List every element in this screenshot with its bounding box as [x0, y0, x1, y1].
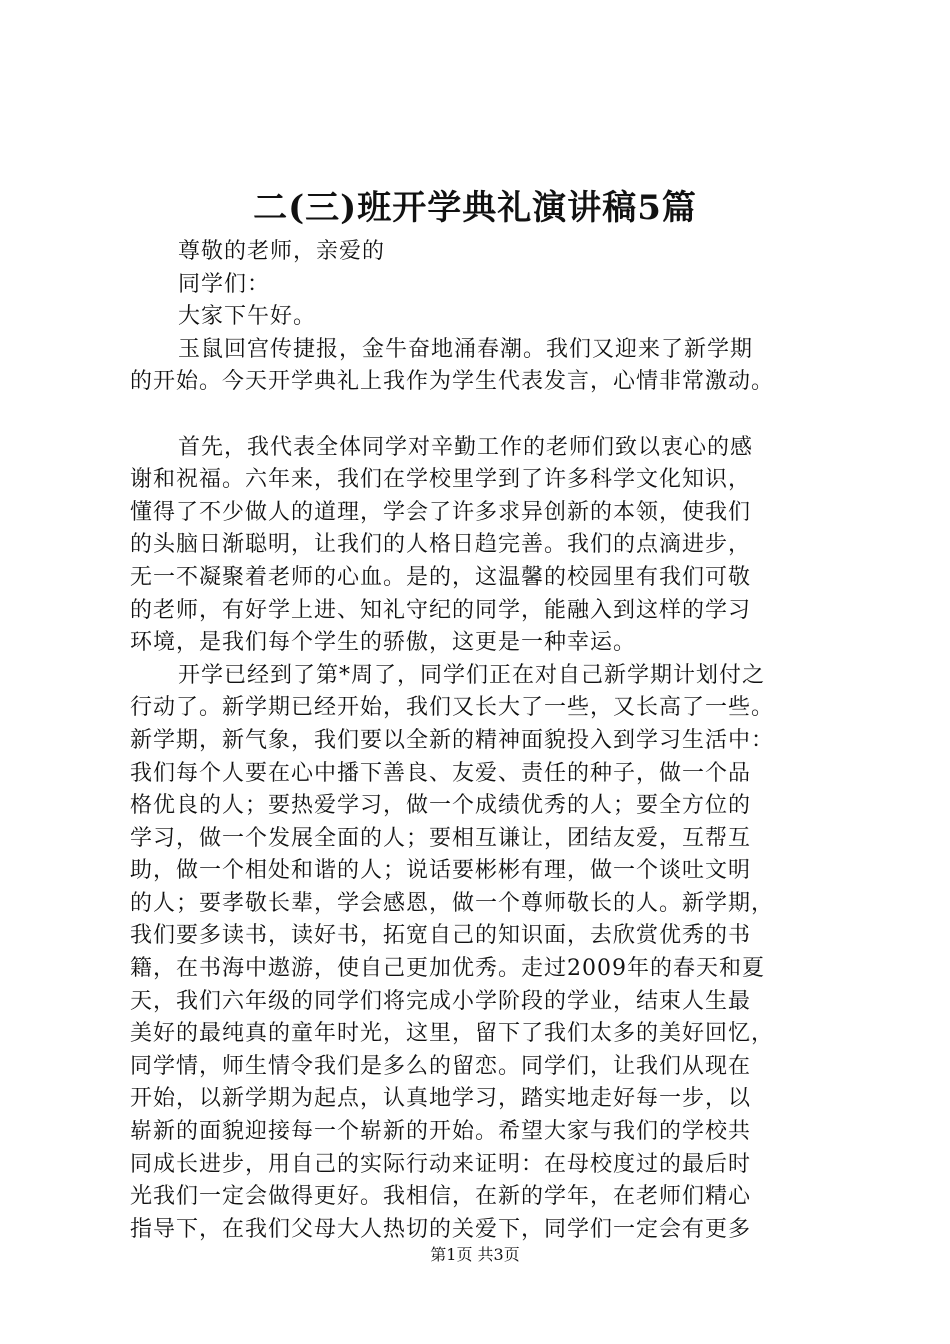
paragraph-line: 同学情，师生情令我们是多么的留恋。同学们，让我们从现在: [130, 1053, 752, 1079]
paragraph-line: 我们每个人要在心中播下善良、友爱、责任的种子，做一个品: [130, 760, 752, 786]
paragraph-line: 无一不凝聚着老师的心血。是的，这温馨的校园里有我们可敬: [130, 564, 752, 590]
page-footer: 第1页 共3页: [430, 1245, 520, 1264]
paragraph-line: 我们要多读书，读好书，拓宽自己的知识面，去欣赏优秀的书: [130, 923, 752, 949]
paragraph-line: 美好的最纯真的童年时光，这里，留下了我们太多的美好回忆，: [130, 1021, 775, 1047]
paragraph-line: 籍，在书海中遨游，使自己更加优秀。走过2009年的春天和夏: [130, 956, 765, 982]
paragraph-line: 格优良的人；要热爱学习，做一个成绩优秀的人；要全方位的: [130, 793, 752, 819]
salutation-line: 尊敬的老师，亲爱的: [178, 239, 386, 264]
paragraph-spacer: [130, 399, 840, 432]
greeting-line: 大家下午好。: [178, 304, 317, 330]
paragraph-line: 的人；要孝敬长辈，学会感恩，做一个尊师敬长的人。新学期，: [130, 890, 775, 916]
paragraph-line: 学习，做一个发展全面的人；要相互谦让，团结友爱，互帮互: [130, 825, 752, 851]
paragraph-line: 新学期，新气象，我们要以全新的精神面貌投入到学习生活中：: [130, 727, 775, 753]
document-body: [130, 236, 840, 1246]
paragraph-line: 的开始。今天开学典礼上我作为学生代表发言，心情非常激动。: [130, 369, 775, 395]
paragraph-line: 开始，以新学期为起点，认真地学习，踏实地走好每一步，以: [130, 1086, 752, 1112]
paragraph-line: 光我们一定会做得更好。我相信，在新的学年，在老师们精心: [130, 1184, 752, 1210]
paragraph-line: 懂得了不少做人的道理，学会了许多求异创新的本领，使我们: [130, 499, 752, 525]
document-title: 二(三)班开学典礼演讲稿5篇: [253, 188, 697, 228]
paragraph-line: 环境，是我们每个学生的骄傲，这更是一种幸运。: [130, 630, 637, 656]
paragraph-line: 的老师，有好学上进、知礼守纪的同学，能融入到这样的学习: [130, 597, 752, 623]
paragraph-line: 首先，我代表全体同学对辛勤工作的老师们致以衷心的感: [178, 434, 754, 460]
paragraph-line: 天，我们六年级的同学们将完成小学阶段的学业，结束人生最: [130, 988, 752, 1014]
paragraph-line: 开学已经到了第*周了，同学们正在对自己新学期计划付之: [178, 662, 766, 688]
paragraph-line: 指导下，在我们父母大人热切的关爱下，同学们一定会有更多: [130, 1216, 752, 1242]
paragraph-line: 同成长进步，用自己的实际行动来证明：在母校度过的最后时: [130, 1151, 752, 1177]
paragraph-line: 谢和祝福。六年来，我们在学校里学到了许多科学文化知识，: [130, 467, 752, 493]
paragraph-line: 崭新的面貌迎接每一个崭新的开始。希望大家与我们的学校共: [130, 1119, 752, 1145]
paragraph-line: 行动了。新学期已经开始，我们又长大了一些，又长高了一些。: [130, 695, 775, 721]
paragraph-line: 的头脑日渐聪明，让我们的人格日趋完善。我们的点滴进步，: [130, 532, 752, 558]
paragraph-line: 玉鼠回宫传捷报，金牛奋地涌春潮。我们又迎来了新学期: [178, 336, 754, 362]
salutation-line: 同学们：: [178, 271, 271, 297]
paragraph-line: 助，做一个相处和谐的人；说话要彬彬有理，做一个谈吐文明: [130, 858, 752, 884]
